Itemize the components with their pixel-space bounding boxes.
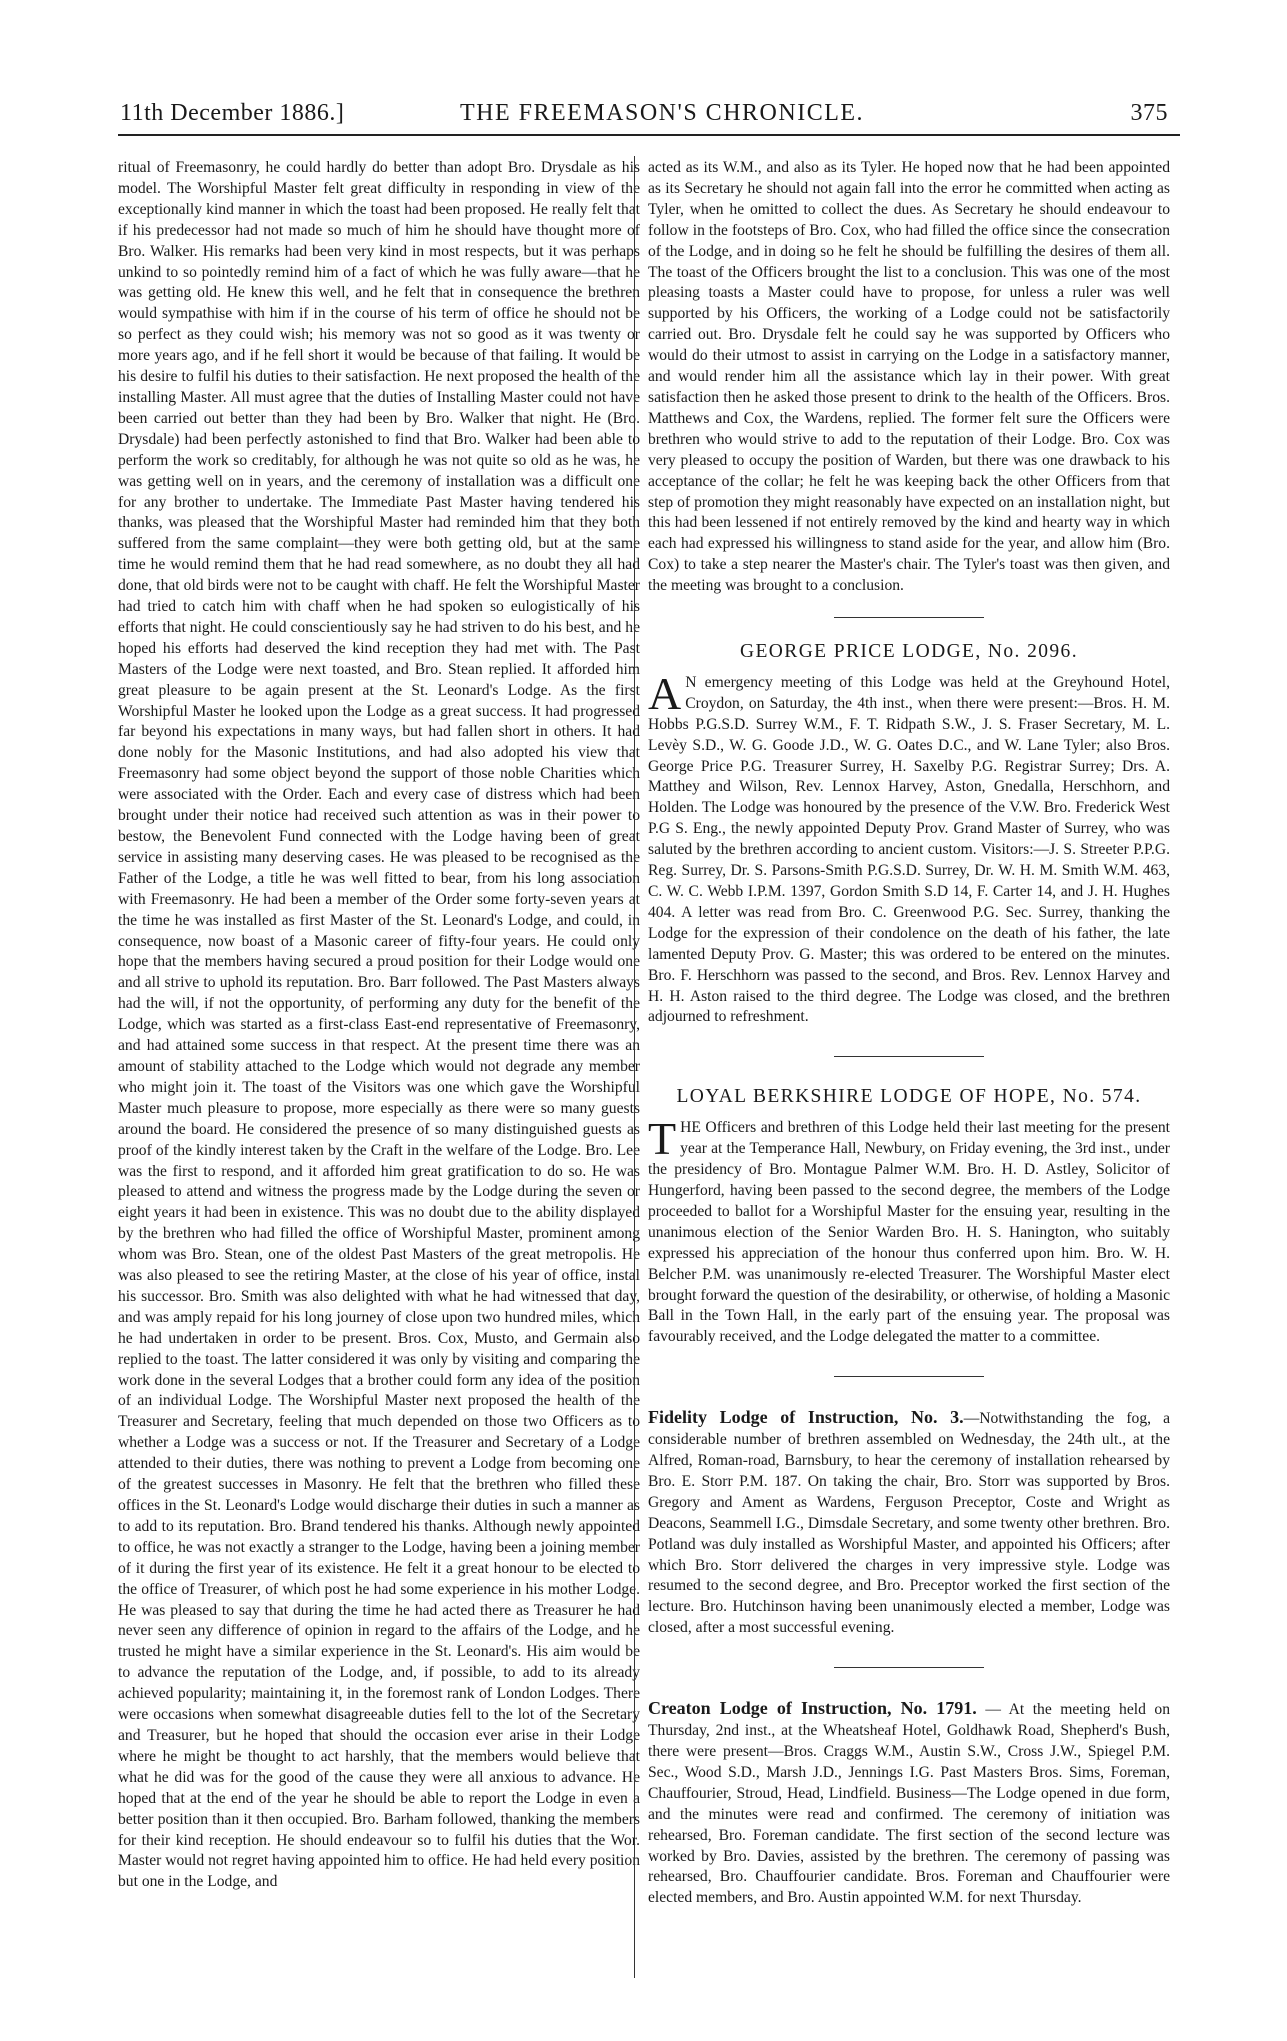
publication-title: THE FREEMASON'S CHRONICLE. — [460, 100, 865, 126]
runin-heading: Fidelity Lodge of Instruction, No. 3. — [648, 1407, 964, 1428]
lodge-report-text: HE Officers and brethren of this Lodge held their last meeting for the present year at the Temperance Hall, Newbury, on Friday evening, the 3rd inst., under the presidency of Bro. Montague Palmer W.M. Bro. H. D. Astley, Solicitor of Hungerford, having been passed to the second degree, the members of the Lodge proceeded to ballot for a Worshipful Master for the ensuing year, resulting in the unanimous election of the Senior Warden Bro. H. S. Hanington, who suitably expressed his appreciation of the honour thus conferred upon him. Bro. W. H. Belcher P.M. was unanimously re-elected Treasurer. The Worshipful Master elect brought forward the question of the desirability, or otherwise, of holding a Masonic Ball in the Town Hall, in the early part of the ensuing year. The proposal was favourably received, and the Lodge delegated the matter to a committee. — [648, 1119, 1170, 1346]
lodge-heading-loyal-berkshire: LOYAL BERKSHIRE LODGE OF HOPE, No. 574. — [676, 1086, 1142, 1108]
lodge-report-loyal-berkshire — [648, 1113, 1170, 1348]
page-header — [120, 100, 1180, 134]
lodge-report-george-price — [648, 667, 1170, 1028]
left-column — [118, 158, 640, 1893]
section-divider — [834, 617, 984, 618]
lodge-report-text: —Notwithstanding the fog, a considerable number of brethren assembled on Wednesday, the 24th ult., at the Alfred, Roman-road, Barnsbury, to hear the ceremony of installation rehearsed by Bro. E. Storr P.M. 187. On taking the chair, Bro. Storr was supported by Bros. Gregory and Ament as Wardens, Ferguson Preceptor, Coste and Wright as Deacons, Seammell I.G., Dimsdale Secretary, and some twenty other brethren. Bro. Potland was duly installed as Worshipful Master, and appointed his Officers; after which Bro. Storr delivered the charges in very impressive style. Lodge was resumed to the second degree, and Bro. Preceptor worked the first section of the lecture. Bro. Hutchinson having been unanimously elected a member, Lodge was closed, after a most successful evening. — [648, 1410, 1170, 1637]
lodge-heading-george-price: GEORGE PRICE LODGE, No. 2096. — [740, 641, 1078, 663]
lodge-report-fidelity — [648, 1407, 1170, 1639]
section-divider — [834, 1056, 984, 1057]
lodge-report-text: N emergency meeting of this Lodge was held at the Greyhound Hotel, Croydon, on Saturday, the 4th inst., when there were present:—Bros. H. M. Hobbs P.G.S.D. Surrey W.M., F. T. Ridpath S.W., J. S. Fraser Secretary, M. L. Levèy S.D., W. G. Goode J.D., W. G. Oates D.C., and W. Lane Tyler; also Bros. George Price P.G. Treasurer Surrey, H. Saxelby P.G. Registrar Surrey; Drs. A. Matthey and Wilson, Rev. Lennox Harvey, Aston, Gnedalla, Herschhorn, and Holden. The Lodge was honoured by the presence of the V.W. Bro. Frederick West P.G S. Eng., the newly appointed Deputy Prov. Grand Master of Surrey, who was saluted by the brethren according to ancient custom. Visitors:—J. S. Streeter P.P.G. Reg. Surrey, Dr. S. Parsons-Smith P.G.S.D. Surrey, Dr. W. H. M. Smith W.M. 463, C. W. C. Webb I.P.M. 1397, Gordon Smith S.D 14, F. Carter 14, and J. H. Hughes 404. A letter was read from Bro. C. Greenwood P.G. Sec. Surrey, thanking the Lodge for the expression of their condolence on the death of his father, the late lamented Deputy Prov. G. Master; this was ordered to be entered on the minutes. Bro. F. Herschhorn was passed to the second, and Bros. Rev. Lennox Harvey and H. H. Aston raised to the third degree. The Lodge was closed, and the brethren adjourned to refreshment. — [648, 673, 1170, 1026]
runin-heading: Creaton Lodge of Instruction, No. 1791. — [648, 1698, 977, 1719]
right-column — [648, 158, 1170, 1909]
section-divider — [834, 1376, 984, 1377]
article-continuation-right: acted as its W.M., and also as its Tyler. He hoped now that he had been appointed as its Secretary he should not again fall into the error he committed when acting as Tyler, when he omitted to collect the dues. As Secretary he should endeavour to follow in the footsteps of Bro. Cox, who had filled the office since the consecration of the Lodge, and in doing so he felt he should be fulfilling the desires of them all. The toast of the Officers brought the list to a conclusion. This was one of the most pleasing toasts a Master could have to propose, for unless a ruler was well supported by his Officers, the working of a Lodge could not be satisfactorily carried out. Bro. Drysdale felt he could say he was supported by Officers who would do their utmost to assist in carrying on the Lodge in a satisfactory manner, and would render him all the assistance which lay in their power. With great satisfaction then he asked those present to drink to the health of the Officers. Bros. Matthews and Cox, the Wardens, replied. The former felt sure the Officers were brethren who would strive to add to the reputation of their Lodge. Bro. Cox was very pleased to occupy the position of Warden, but there was one drawback to his acceptance of the collar; he felt he was keeping back the other Officers from that step of promotion they might reasonably have expected on an installation night, but this had been lessened if not entirely removed by the kind and hearty way in which each had expressed his willingness to stand aside for the year, and allow him (Bro. Cox) to take a step nearer the Master's chair. The Tyler's toast was then given, and the meeting was brought to a conclusion. — [648, 159, 1170, 595]
article-continuation: ritual of Freemasonry, he could hardly do better than adopt Bro. Drysdale as his model. The Worshipful Master felt great difficulty in responding in view of the exceptionally kind manner in which the toast had been proposed. He really felt that if his predecessor had not made so much of him he should have thought more of Bro. Walker. His remarks had been very kind in most respects, but it was perhaps unkind to so pointedly remind him of a fact of which he was fully aware—that he was getting old. He knew this well, and he felt that in consequence the brethren would sympathise with him if in the course of his term of office he should not be so perfect as they could wish; his memory was not so good as it was twenty or more years ago, and if he fell short it would be because of that failing. It would be his desire to fulfil his duties to their satisfaction. He next proposed the health of the installing Master. All must agree that the duties of Installing Master could not have been carried out better than they had been by Bro. Walker that night. He (Bro. Drysdale) had been perfectly astonished to find that Bro. Walker had been able to perform the work so creditably, for although he was not quite so old as he was, he was getting well on in years, and the ceremony of installation was a difficult one for any brother to undertake. The Immediate Past Master having tendered his thanks, was pleased that the Worshipful Master had reminded him that they both suffered from the same complaint—they were both getting old, but at the same time he would remind them that he had read somewhere, as no doubt they all had done, that old birds were not to be caught with chaff. He felt the Worshipful Master had tried to catch him with chaff when he had spoken so eulogistically of his efforts that night. He could conscientiously say he had striven to do his best, and he hoped his efforts had deserved the kind reception they had met with. The Past Masters of the Lodge were next toasted, and Bro. Stean replied. It afforded him great pleasure to be again present at the St. Leonard's Lodge. As the first Worshipful Master he looked upon the Lodge as a great success. It had progressed far beyond his expectations in many ways, but had fallen short in others. It had done nobly for the Masonic Institutions, and had also adopted his view that Freemasonry had some object beyond the support of those noble Charities which were associated with the Order. Each and every case of distress which had been brought under their notice had received such attention as was in their power to bestow, the Benevolent Fund connected with the Lodge having been of great service in assisting many deserving cases. He was pleased to be recognised as the Father of the Lodge, a title he was well fitted to bear, from his long association with Freemasonry. He had been a member of the Order some forty-seven years at the time he was installed as first Master of the St. Leonard's Lodge, and could, in consequence, now boast of a Masonic career of fifty-four years. He could only hope that the members having secured a proud position for their Lodge would one and all strive to uphold its reputation. Bro. Barr followed. The Past Masters always had the will, if not the opportunity, of performing any duty for the benefit of the Lodge, which was started as a first-class East-end representative of Freemasonry, and had attained some success in that respect. At the present time there was an amount of stability attached to the Lodge which would not degrade any member who might join it. The toast of the Visitors was one which gave the Worshipful Master much pleasure to propose, more especially as there were so many guests around the board. He considered the presence of so many distinguished guests as proof of the kindly interest taken by the Craft in the welfare of the Lodge. Bro. Lee was the first to respond, and it afforded him great gratification to do so. He was pleased to attend and witness the progress made by the Lodge during the seven or eight years it had been in existence. This was no doubt due to the ability displayed by the brethren who had filled the office of Worshipful Master, prominent among whom was Bro. Stean, one of the oldest Past Masters of the great metropolis. He was also pleased to see the retiring Master, at the close of his year of office, instal his successor. Bro. Smith was also delighted with what he had witnessed that day, and was amply repaid for his long journey of close upon two hundred miles, which he had undertaken in order to be present. Bros. Cox, Musto, and Germain also replied to the toast. The latter considered it was only by visiting and comparing the work done in the several Lodges that a brother could form any idea of the position of an individual Lodge. The Worshipful Master next proposed the health of the Treasurer and Secretary, feeling that much depended on those two Officers as to whether a Lodge was a success or not. If the Treasurer and Secretary of a Lodge attended to their duties, there was nothing to prevent a Lodge from becoming one of the greatest successes in Masonry. He felt that the brethren who filled these offices in the St. Leonard's Lodge would discharge their duties in such a manner as to add to its reputation. Bro. Brand tendered his thanks. Although newly appointed to office, he was not exactly a stranger to the Lodge, having been a joining member of it during the first year of its existence. He felt it a great honour to be elected to the office of Treasurer, of which post he had some experience in his mother Lodge. He was pleased to say that during the time he had acted there as Treasurer he had never seen any difference of opinion in regard to the affairs of the Lodge, and he trusted he might have a similar experience in the St. Leonard's. His aim would be to advance the reputation of the Lodge, and, if possible, to add to its already achieved popularity; maintaining it, in the foremost rank of London Lodges. There were occasions when somewhat disagreeable duties fell to the lot of the Secretary and Treasurer, but he hoped that should the occasion ever arise in their Lodge where he might be thought to act harshly, that the members would believe that what he did was for the good of the cause they were all anxious to advance. He hoped that at the end of the year he should be able to report the Lodge in even a better position than it then occupied. Bro. Barham followed, thanking the members for their kind reception. He should endeavour so to fulfil his duties that the Wor. Master would not regret having appointed him to office. He had held every position but one in the Lodge, and — [118, 159, 640, 1891]
column-divider — [634, 156, 635, 1978]
section-divider — [834, 1667, 984, 1668]
lodge-report-creaton — [648, 1698, 1170, 1909]
drop-cap: T — [648, 1113, 677, 1165]
header-rule — [118, 134, 1180, 136]
issue-date: 11th December 1886.] — [120, 100, 345, 126]
drop-cap: A — [648, 667, 682, 719]
page-number: 375 — [1130, 100, 1168, 126]
lodge-report-text: — At the meeting held on Thursday, 2nd inst., at the Wheatsheaf Hotel, Goldhawk Road, Shepherd's Bush, there were present—Bros. Craggs W.M., Austin S.W., Cross J.W., Spiegel P.M. Sec., Wood S.D., Marsh J.D., Jennings I.G. Past Masters Bros. Sims, Foreman, Chauffourier, Stroud, Head, Lindfield. Business—The Lodge opened in due form, and the minutes were read and confirmed. The ceremony of initiation was rehearsed, Bro. Foreman candidate. The first section of the second lecture was worked by Bro. Davies, assisted by the brethren. The ceremony of passing was rehearsed, Bro. Chauffourier candidate. Bros. Foreman and Chauffourier were elected members, and Bro. Austin appointed W.M. for next Thursday. — [648, 1701, 1170, 1907]
